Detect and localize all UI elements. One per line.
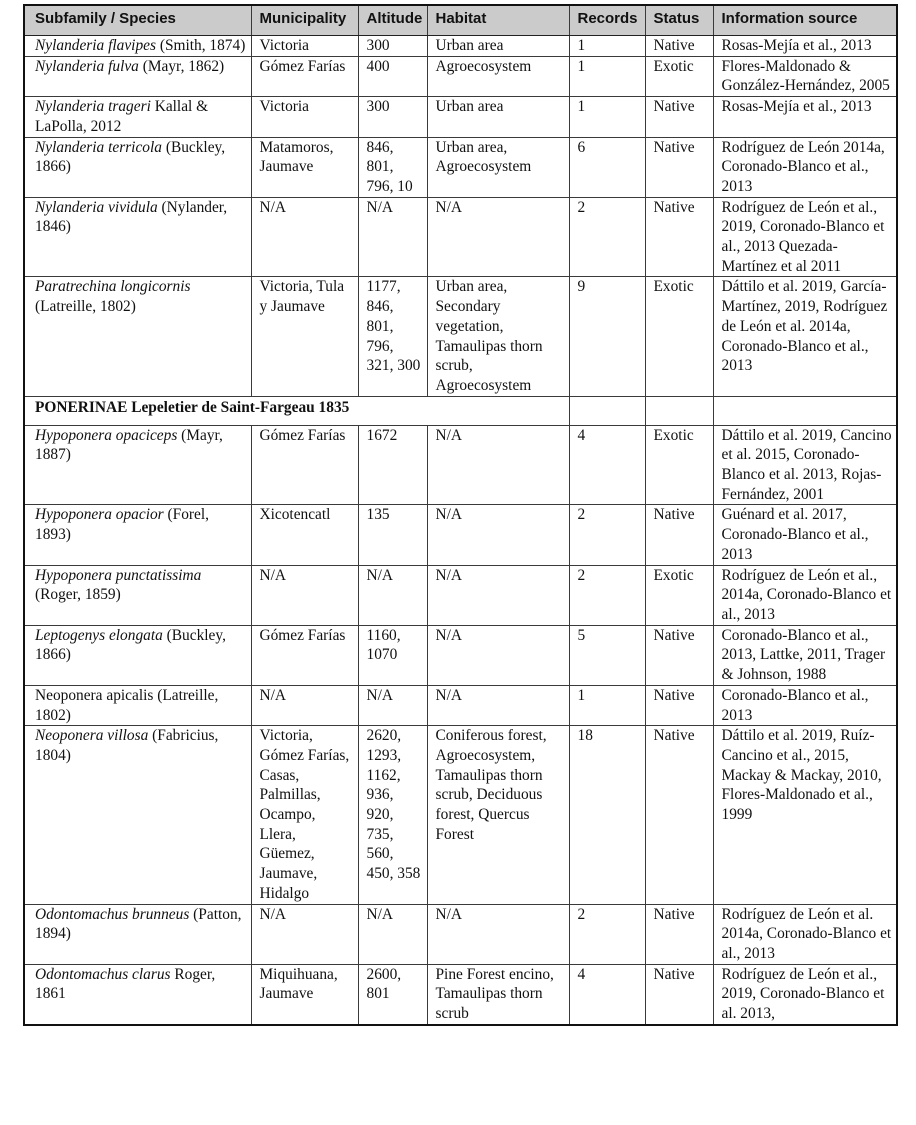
table-row <box>24 685 897 725</box>
species-records-table <box>23 4 898 1026</box>
records-cell: 18 <box>569 726 645 904</box>
altitude-cell: 1672 <box>358 425 427 505</box>
table-body <box>24 36 897 1025</box>
subfamily-row <box>24 396 897 425</box>
source-cell: Rodríguez de León et al. 2014a, Coronado-Blanco et al., 2013 <box>713 904 897 964</box>
species-cell <box>24 36 251 57</box>
column-header: Altitude <box>358 5 427 36</box>
column-header: Records <box>569 5 645 36</box>
status-cell: Native <box>645 36 713 57</box>
status-cell: Native <box>645 685 713 725</box>
species-name: Neoponera villosa <box>35 727 149 745</box>
status-cell: Native <box>645 137 713 197</box>
municipality-cell: N/A <box>251 904 358 964</box>
column-header: Status <box>645 5 713 36</box>
column-header: Information source <box>713 5 897 36</box>
species-author: (Fabricius, 1804) <box>35 727 219 764</box>
municipality-cell: Gómez Farías <box>251 56 358 96</box>
status-cell: Native <box>645 964 713 1025</box>
municipality-cell: Gómez Farías <box>251 425 358 505</box>
species-cell <box>24 56 251 96</box>
table-row <box>24 425 897 505</box>
species-author: (Buckley, 1866) <box>35 138 226 176</box>
source-cell: Dáttilo et al. 2019, García-Martínez, 2019, Rodríguez de León et al. 2014a, Coronado-Blanco et al., 2013 <box>713 277 897 396</box>
municipality-cell: Victoria <box>251 36 358 57</box>
species-name: Odontomachus brunneus <box>35 905 190 923</box>
species-name: Leptogenys elongata <box>35 626 163 644</box>
records-cell: 4 <box>569 964 645 1025</box>
species-name: Odontomachus clarus <box>35 965 171 983</box>
records-cell: 4 <box>569 425 645 505</box>
source-cell: Flores-Maldonado & González-Hernández, 2005 <box>713 56 897 96</box>
species-author: (Forel, 1893) <box>35 506 209 544</box>
species-cell <box>24 97 251 137</box>
species-author: Neoponera apicalis (Latreille, 1802) <box>35 686 219 724</box>
species-name: Nylanderia fulva <box>35 57 139 75</box>
species-cell <box>24 726 251 904</box>
table-row <box>24 565 897 625</box>
species-name: Nylanderia vividula <box>35 198 158 216</box>
species-name: Hypoponera opaciceps <box>35 426 178 444</box>
species-author: (Buckley, 1866) <box>35 626 226 664</box>
table-row <box>24 277 897 396</box>
altitude-cell: 400 <box>358 56 427 96</box>
species-cell <box>24 964 251 1025</box>
species-cell <box>24 277 251 396</box>
table-row <box>24 726 897 904</box>
habitat-cell: N/A <box>427 565 569 625</box>
table-row <box>24 904 897 964</box>
municipality-cell: N/A <box>251 197 358 277</box>
species-author: (Latreille, 1802) <box>35 298 136 316</box>
records-cell: 2 <box>569 197 645 277</box>
species-author: Kallal & LaPolla, 2012 <box>35 98 209 135</box>
source-cell: Rodríguez de León et al., 2019, Coronado-Blanco et al. 2013, <box>713 964 897 1025</box>
municipality-cell: Victoria, Gómez Farías, Casas, Palmillas, Ocampo, Llera, Güemez, Jaumave, Hidalgo <box>251 726 358 904</box>
habitat-cell: N/A <box>427 505 569 565</box>
records-cell: 1 <box>569 97 645 137</box>
empty-cell <box>645 396 713 425</box>
altitude-cell: 300 <box>358 97 427 137</box>
municipality-cell: Miquihuana, Jaumave <box>251 964 358 1025</box>
table-row <box>24 964 897 1025</box>
status-cell: Native <box>645 726 713 904</box>
table-row <box>24 56 897 96</box>
altitude-cell: N/A <box>358 565 427 625</box>
altitude-cell: 1160, 1070 <box>358 625 427 685</box>
habitat-cell: N/A <box>427 685 569 725</box>
records-cell: 1 <box>569 36 645 57</box>
species-author: (Smith, 1874) <box>155 37 246 54</box>
table-row <box>24 197 897 277</box>
species-name: Nylanderia flavipes <box>35 37 156 54</box>
status-cell: Native <box>645 505 713 565</box>
records-cell: 5 <box>569 625 645 685</box>
table-row <box>24 97 897 137</box>
status-cell: Native <box>645 97 713 137</box>
species-cell <box>24 197 251 277</box>
source-cell: Rodríguez de León et al., 2019, Coronado-Blanco et al., 2013 Quezada-Martínez et al 2011 <box>713 197 897 277</box>
records-cell: 6 <box>569 137 645 197</box>
species-name: Paratrechina longicornis <box>35 278 191 296</box>
species-name: Hypoponera punctatissima <box>35 566 202 584</box>
column-header: Municipality <box>251 5 358 36</box>
records-cell: 2 <box>569 505 645 565</box>
source-cell: Guénard et al. 2017, Coronado-Blanco et al., 2013 <box>713 505 897 565</box>
habitat-cell: N/A <box>427 625 569 685</box>
subfamily-label: PONERINAE Lepeletier de Saint-Fargeau 1835 <box>24 396 427 425</box>
source-cell: Dáttilo et al. 2019, Ruíz-Cancino et al., 2015, Mackay & Mackay, 2010, Flores-Maldonado et al., 1999 <box>713 726 897 904</box>
municipality-cell: Victoria <box>251 97 358 137</box>
municipality-cell: N/A <box>251 685 358 725</box>
status-cell: Native <box>645 625 713 685</box>
records-cell: 2 <box>569 904 645 964</box>
status-cell: Exotic <box>645 56 713 96</box>
habitat-cell: Urban area, Secondary vegetation, Tamaulipas thorn scrub, Agroecosystem <box>427 277 569 396</box>
status-cell: Exotic <box>645 425 713 505</box>
altitude-cell: 300 <box>358 36 427 57</box>
species-table-container <box>23 4 896 1026</box>
species-cell <box>24 685 251 725</box>
species-name: Hypoponera opacior <box>35 506 164 524</box>
habitat-cell: Urban area, Agroecosystem <box>427 137 569 197</box>
species-author: (Mayr, 1887) <box>35 426 223 464</box>
altitude-cell: N/A <box>358 685 427 725</box>
status-cell: Exotic <box>645 565 713 625</box>
altitude-cell: 1177, 846, 801, 796, 321, 300 <box>358 277 427 396</box>
source-cell: Coronado-Blanco et al., 2013 <box>713 685 897 725</box>
source-cell: Rodríguez de León et al., 2014a, Coronado-Blanco et al., 2013 <box>713 565 897 625</box>
status-cell: Exotic <box>645 277 713 396</box>
table-row <box>24 505 897 565</box>
species-author: Roger, 1861 <box>35 965 216 1003</box>
table-row <box>24 137 897 197</box>
species-cell <box>24 625 251 685</box>
altitude-cell: 846, 801, 796, 10 <box>358 137 427 197</box>
species-author: (Patton, 1894) <box>35 905 242 943</box>
altitude-cell: 135 <box>358 505 427 565</box>
species-cell <box>24 137 251 197</box>
source-cell: Rosas-Mejía et al., 2013 <box>713 36 897 57</box>
source-cell: Rodríguez de León 2014a, Coronado-Blanco et al., 2013 <box>713 137 897 197</box>
habitat-cell: N/A <box>427 425 569 505</box>
source-cell: Rosas-Mejía et al., 2013 <box>713 97 897 137</box>
records-cell: 2 <box>569 565 645 625</box>
status-cell: Native <box>645 904 713 964</box>
altitude-cell: 2600, 801 <box>358 964 427 1025</box>
habitat-cell: Pine Forest encino, Tamaulipas thorn scrub <box>427 964 569 1025</box>
municipality-cell: Victoria, Tula y Jaumave <box>251 277 358 396</box>
habitat-cell: Coniferous forest, Agroecosystem, Tamaulipas thorn scrub, Deciduous forest, Quercus Forest <box>427 726 569 904</box>
column-header: Habitat <box>427 5 569 36</box>
empty-cell <box>713 396 897 425</box>
habitat-cell: Urban area <box>427 97 569 137</box>
species-name: Nylanderia terricola <box>35 138 162 156</box>
species-cell <box>24 565 251 625</box>
municipality-cell: Gómez Farías <box>251 625 358 685</box>
altitude-cell: 2620, 1293, 1162, 936, 920, 735, 560, 450, 358 <box>358 726 427 904</box>
habitat-cell: Agroecosystem <box>427 56 569 96</box>
records-cell: 1 <box>569 56 645 96</box>
empty-cell <box>569 396 645 425</box>
species-author: (Roger, 1859) <box>35 586 121 604</box>
municipality-cell: Matamoros, Jaumave <box>251 137 358 197</box>
table-row <box>24 625 897 685</box>
source-cell: Dáttilo et al. 2019, Cancino et al. 2015, Coronado-Blanco et al. 2013, Rojas-Fernández, 2001 <box>713 425 897 505</box>
species-cell <box>24 505 251 565</box>
municipality-cell: Xicotencatl <box>251 505 358 565</box>
altitude-cell: N/A <box>358 904 427 964</box>
table-header-row <box>24 5 897 36</box>
status-cell: Native <box>645 197 713 277</box>
records-cell: 9 <box>569 277 645 396</box>
species-author: (Mayr, 1862) <box>138 57 225 75</box>
municipality-cell: N/A <box>251 565 358 625</box>
records-cell: 1 <box>569 685 645 725</box>
species-name: Nylanderia trageri <box>35 98 151 116</box>
column-header: Subfamily / Species <box>24 5 251 36</box>
altitude-cell: N/A <box>358 197 427 277</box>
habitat-cell: N/A <box>427 904 569 964</box>
species-author: (Nylander, 1846) <box>35 198 228 236</box>
species-cell <box>24 904 251 964</box>
empty-cell <box>427 396 569 425</box>
species-cell <box>24 425 251 505</box>
source-cell: Coronado-Blanco et al., 2013, Lattke, 2011, Trager & Johnson, 1988 <box>713 625 897 685</box>
habitat-cell: N/A <box>427 197 569 277</box>
habitat-cell: Urban area <box>427 36 569 57</box>
table-row <box>24 36 897 57</box>
